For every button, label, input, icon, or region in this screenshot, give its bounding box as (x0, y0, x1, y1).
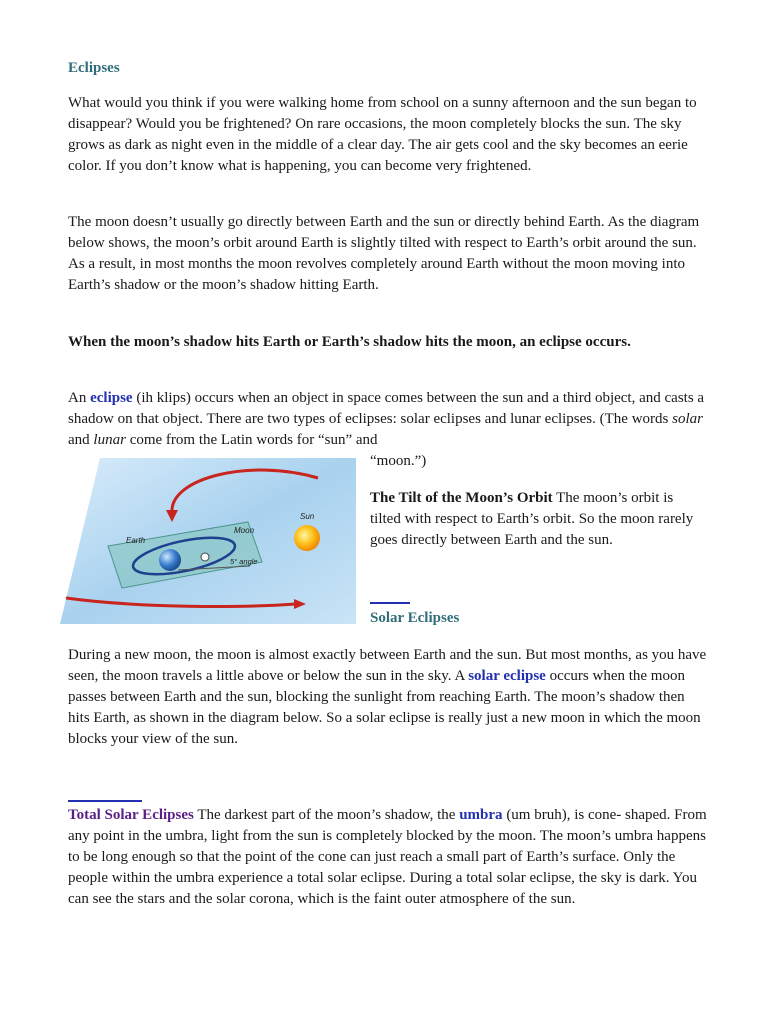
sun-label: Sun (300, 512, 315, 521)
sun-globe (294, 525, 320, 551)
paragraph-total-solar-eclipses (68, 805, 708, 910)
paragraph-orbit: The moon doesn’t usually go directly between Earth and the sun or directly behind Earth. As the diagram below shows, the moon’s orbit around Earth is slightly tilted with respect to Earth’s orbit around the sun. As a result, in most months the moon revolves completely around Earth without the moon moving into Earth’s shadow or the moon’s shadow hitting Earth. (68, 214, 700, 293)
term-umbra: umbra (459, 807, 503, 823)
solar-eclipses-heading: Solar Eclipses (370, 610, 460, 626)
figure-caption (370, 488, 700, 551)
page-title: Eclipses (68, 60, 120, 76)
heading-rule (68, 800, 142, 802)
paragraph-key-statement: When the moon’s shadow hits Earth or Earth’s shadow hits the moon, an eclipse occurs. (68, 334, 631, 350)
paragraph-eclipse-definition-end: “moon.”) (370, 453, 427, 469)
paragraph-solar-eclipse (68, 645, 708, 750)
paragraph-intro: What would you think if you were walking home from school on a sunny afternoon and the sun began to disappear? Would you be frightened? On rare occasions, the moon completely blocks the sun. The sky grows as dark as night even in the middle of a clear day. The air gets cool and the sky becomes an eerie color. If you don’t know what is happening, you can become very frightened. (68, 95, 697, 174)
moon-orbit-tilt-diagram (60, 458, 356, 624)
caption-title: The Tilt of the Moon’s Orbit (370, 490, 553, 506)
total-solar-eclipses-heading: Total Solar Eclipses (68, 807, 194, 823)
italic-lunar: lunar (93, 432, 126, 448)
text-run: and (68, 432, 94, 448)
earth-label: Earth (126, 536, 146, 545)
text-run: During a new moon, the moon is almost exactly between Earth and the sun. But most months, as you have seen, the moon travels a little above or below the sun in the sky. A (68, 647, 707, 684)
text-run: The darkest part of the moon’s shadow, the (193, 807, 460, 823)
text-run: occurs when the moon passes between Earth and the sun, blocking the sunlight from reaching Earth. The moon’s shadow then hits Earth, as shown in the diagram below. So a solar eclipse is really just a new moon in which the moon blocks your view of the sun. (68, 668, 701, 747)
caption-text: The moon’s orbit is tilted with respect to Earth’s orbit. So the moon rarely goes directly between Earth and the sun. (370, 490, 694, 548)
angle-label: 5° angle (230, 557, 258, 566)
term-solar-eclipse: solar eclipse (468, 668, 546, 684)
text-run: (um bruh), is cone- shaped. From any point in the umbra, light from the sun is completely blocked by the moon. The moon’s umbra happens to be long enough so that the point of the cone can just reach a small part of Earth’s surface. Only the people within the umbra experience a total solar eclipse. During a total solar eclipse, the sky is dark. You can see the stars and the solar corona, which is the faint outer atmosphere of the sun. (68, 807, 707, 907)
text-run: come from the Latin words for “sun” and (125, 432, 378, 448)
text-run: An (68, 390, 91, 406)
text-run: (ih klips) occurs when an object in space comes between the sun and a third object, and casts a shadow on that object. There are two types of eclipses: solar eclipses and lunar eclipses. (The words (68, 390, 705, 427)
term-eclipse: eclipse (90, 390, 133, 406)
moon-label: Moon (234, 526, 255, 535)
earth-globe (159, 549, 181, 571)
moon-dot (201, 553, 209, 561)
heading-rule (370, 602, 410, 604)
paragraph-eclipse-definition (68, 388, 708, 451)
italic-solar: solar (672, 411, 703, 427)
